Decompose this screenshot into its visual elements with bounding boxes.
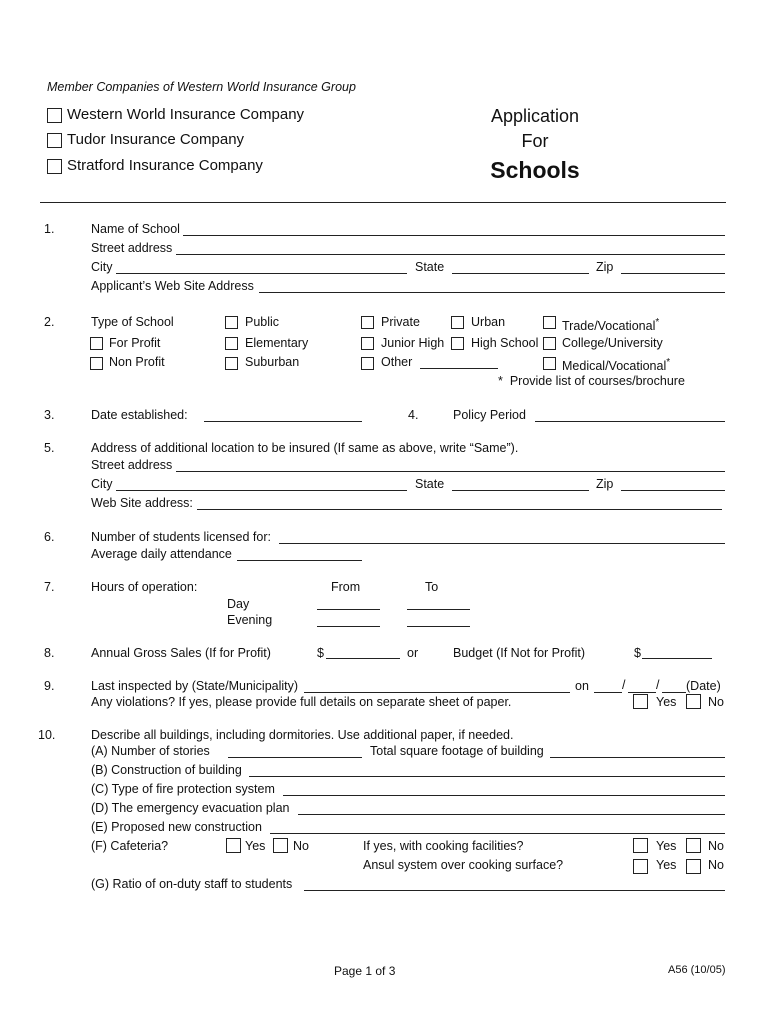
q7-evening-label: Evening — [227, 613, 273, 627]
q10-a-label: (A) Number of stories — [91, 744, 210, 758]
q10-a-total-label: Total square footage of building — [370, 744, 544, 758]
trade-vocational-checkbox[interactable] — [543, 316, 556, 329]
date-slash-2: / — [656, 678, 660, 692]
cooking-no-checkbox[interactable] — [686, 838, 701, 853]
cafeteria-no-label: No — [293, 839, 309, 853]
q7-to-label: To — [425, 580, 439, 594]
budget-field[interactable] — [642, 658, 712, 659]
q5-street-field[interactable] — [176, 471, 725, 472]
q1-web-label: Applicant’s Web Site Address — [91, 279, 254, 293]
tudor-label: Tudor Insurance Company — [67, 131, 245, 148]
violations-yes-checkbox[interactable] — [633, 694, 648, 709]
title-for: For — [521, 131, 549, 151]
non-profit-checkbox[interactable] — [90, 357, 103, 370]
q7-day-label: Day — [227, 597, 250, 611]
q1-state-label: State — [415, 260, 445, 274]
private-label: Private — [381, 315, 420, 329]
inspected-by-field[interactable] — [304, 692, 570, 693]
q8-dollar-sign: $ — [317, 646, 324, 660]
western-world-checkbox[interactable] — [47, 108, 62, 123]
q1-zip-label: Zip — [596, 260, 614, 274]
q4-label: Policy Period — [453, 408, 526, 422]
cafeteria-yes-checkbox[interactable] — [226, 838, 241, 853]
q1-street-label: Street address — [91, 241, 173, 255]
q10-number: 10. — [38, 728, 56, 742]
q10-c-label: (C) Type of fire protection system — [91, 782, 275, 796]
q5-web-field[interactable] — [197, 509, 722, 510]
q5-zip-field[interactable] — [621, 490, 725, 491]
q6-students-label: Number of students licensed for: — [91, 530, 271, 544]
trade-vocational-label: Trade/Vocational* — [562, 317, 660, 334]
number-of-stories-field[interactable] — [228, 757, 362, 758]
q5-city-field[interactable] — [116, 490, 407, 491]
q2-number: 2. — [44, 315, 55, 329]
ansul-no-checkbox[interactable] — [686, 859, 701, 874]
day-from-field[interactable] — [317, 609, 380, 610]
gross-sales-field[interactable] — [326, 658, 400, 659]
header-divider — [40, 202, 726, 203]
junior-high-checkbox[interactable] — [361, 337, 374, 350]
q8-label: Annual Gross Sales (If for Profit) — [91, 646, 271, 660]
q10-label: Describe all buildings, including dormitories. Use additional paper, if needed. — [91, 728, 514, 742]
suburban-checkbox[interactable] — [225, 357, 238, 370]
stratford-label: Stratford Insurance Company — [67, 157, 263, 174]
q5-web-label: Web Site address: — [91, 496, 193, 510]
q9-on: on — [575, 679, 589, 693]
q10-d-label: (D) The emergency evacuation plan — [91, 801, 290, 815]
q1-web-field[interactable] — [259, 292, 725, 293]
day-to-field[interactable] — [407, 609, 470, 610]
medical-vocational-checkbox[interactable] — [543, 357, 556, 370]
fire-protection-field[interactable] — [283, 795, 725, 796]
q7-from-label: From — [331, 580, 361, 594]
cafeteria-no-checkbox[interactable] — [273, 838, 288, 853]
ansul-no-label: No — [708, 858, 724, 872]
q7-number: 7. — [44, 580, 55, 594]
q1-name-field[interactable] — [183, 235, 725, 236]
q3-label: Date established: — [91, 408, 188, 422]
evacuation-plan-field[interactable] — [298, 814, 725, 815]
evening-from-field[interactable] — [317, 626, 380, 627]
cooking-yes-label: Yes — [656, 839, 677, 853]
cafeteria-yes-label: Yes — [245, 839, 266, 853]
suburban-label: Suburban — [245, 355, 300, 369]
daily-attendance-field[interactable] — [237, 560, 362, 561]
cooking-facilities-label: If yes, with cooking facilities? — [363, 839, 524, 853]
urban-checkbox[interactable] — [451, 316, 464, 329]
ansul-yes-checkbox[interactable] — [633, 859, 648, 874]
other-checkbox[interactable] — [361, 357, 374, 370]
policy-period-field[interactable] — [535, 421, 725, 422]
page-number: Page 1 of 3 — [334, 964, 396, 978]
staff-ratio-field[interactable] — [304, 890, 725, 891]
q9-violations: Any violations? If yes, please provide full details on separate sheet of paper. — [91, 695, 512, 709]
q8-budget-label: Budget (If Not for Profit) — [453, 646, 585, 660]
for-profit-label: For Profit — [109, 336, 161, 350]
square-footage-field[interactable] — [550, 757, 725, 758]
q3-number: 3. — [44, 408, 55, 422]
q5-state-label: State — [415, 477, 445, 491]
cooking-no-label: No — [708, 839, 724, 853]
q10-f-label: (F) Cafeteria? — [91, 839, 169, 853]
inspection-month-field[interactable] — [594, 692, 622, 693]
public-label: Public — [245, 315, 280, 329]
non-profit-label: Non Profit — [109, 355, 165, 369]
tudor-checkbox[interactable] — [47, 133, 62, 148]
inspection-day-field[interactable] — [628, 692, 656, 693]
students-licensed-field[interactable] — [279, 543, 725, 544]
q1-number: 1. — [44, 222, 55, 236]
q10-e-label: (E) Proposed new construction — [91, 820, 262, 834]
q1-city-label: City — [91, 260, 113, 274]
q2-label: Type of School — [91, 315, 174, 329]
ansul-yes-label: Yes — [656, 858, 677, 872]
private-checkbox[interactable] — [361, 316, 374, 329]
q8-budget-dollar: $ — [634, 646, 641, 660]
college-university-label: College/University — [562, 336, 663, 350]
q1-city-field[interactable] — [116, 273, 407, 274]
cooking-yes-checkbox[interactable] — [633, 838, 648, 853]
construction-field[interactable] — [249, 776, 725, 777]
q1-street-field[interactable] — [176, 254, 725, 255]
q6-attendance-label: Average daily attendance — [91, 547, 232, 561]
q10-b-label: (B) Construction of building — [91, 763, 242, 777]
member-caption: Member Companies of Western World Insurance Group — [47, 80, 356, 94]
date-established-field[interactable] — [204, 421, 362, 422]
q9-date-label: (Date) — [686, 679, 721, 693]
q10-g-label: (G) Ratio of on-duty staff to students — [91, 877, 293, 891]
q5-street-label: Street address — [91, 458, 173, 472]
q1-zip-field[interactable] — [621, 273, 725, 274]
western-world-label: Western World Insurance Company — [67, 106, 305, 123]
violations-no-label: No — [708, 695, 724, 709]
trade-asterisk: * — [655, 317, 660, 328]
brochure-note: * Provide list of courses/brochure — [498, 374, 685, 388]
elementary-checkbox[interactable] — [225, 337, 238, 350]
violations-no-checkbox[interactable] — [686, 694, 701, 709]
medical-asterisk: * — [666, 357, 671, 368]
urban-label: Urban — [471, 315, 506, 329]
inspection-year-field[interactable] — [662, 692, 686, 693]
title-application: Application — [490, 106, 580, 126]
other-label: Other — [381, 355, 413, 369]
q5-zip-label: Zip — [596, 477, 614, 491]
q5-number: 5. — [44, 441, 55, 455]
high-school-checkbox[interactable] — [451, 337, 464, 350]
q1-name-label: Name of School — [91, 222, 180, 236]
title-schools: Schools — [490, 157, 580, 183]
q4-number: 4. — [408, 408, 419, 422]
high-school-label: High School — [471, 336, 539, 350]
q9-number: 9. — [44, 679, 55, 693]
q5-city-label: City — [91, 477, 113, 491]
q6-number: 6. — [44, 530, 55, 544]
ansul-label: Ansul system over cooking surface? — [363, 858, 564, 872]
date-slash-1: / — [622, 678, 626, 692]
public-checkbox[interactable] — [225, 316, 238, 329]
new-construction-field[interactable] — [270, 833, 725, 834]
medical-vocational-label: Medical/Vocational* — [562, 357, 671, 374]
q8-number: 8. — [44, 646, 55, 660]
college-university-checkbox[interactable] — [543, 337, 556, 350]
form-code: A56 (10/05) — [668, 964, 726, 976]
q5-state-field[interactable] — [452, 490, 589, 491]
other-field[interactable] — [420, 368, 498, 369]
for-profit-checkbox[interactable] — [90, 337, 103, 350]
elementary-label: Elementary — [245, 336, 309, 350]
q1-state-field[interactable] — [452, 273, 589, 274]
junior-high-label: Junior High — [381, 336, 445, 350]
stratford-checkbox[interactable] — [47, 159, 62, 174]
q5-label: Address of additional location to be insured (If same as above, write “Same”). — [91, 441, 519, 455]
evening-to-field[interactable] — [407, 626, 470, 627]
q8-or: or — [407, 646, 419, 660]
q7-label: Hours of operation: — [91, 580, 198, 594]
violations-yes-label: Yes — [656, 695, 677, 709]
q9-label: Last inspected by (State/Municipality) — [91, 679, 299, 693]
